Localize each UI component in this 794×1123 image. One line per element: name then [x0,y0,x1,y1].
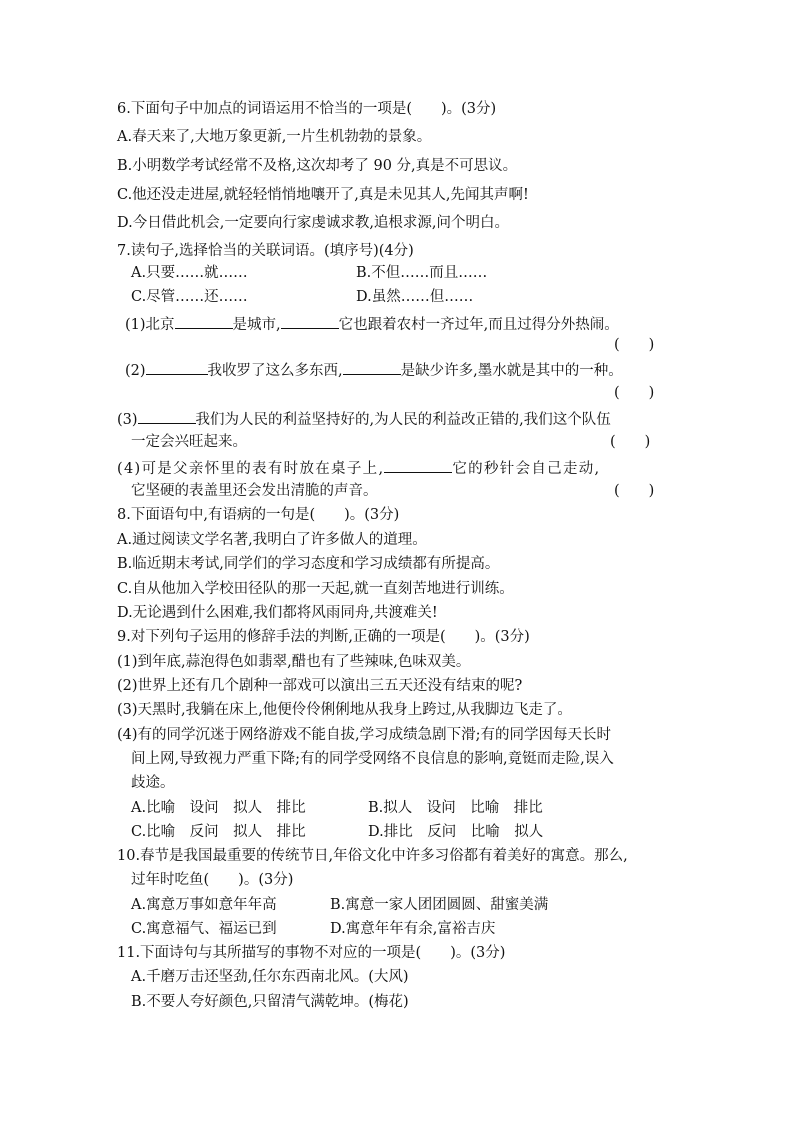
q10-stem: 10.春节是我国最重要的传统节日,年俗文化中许多习俗都有着美好的寓意。那么, [117,848,628,864]
q6-option-d: D.今日借此机会,一定要向行家虔诚求教,追根求源,问个明白。 [117,215,510,231]
q7-sentence-1: (1)北京 是城市, 它也跟着农村一齐过年,而且过得分外热闹。 [125,313,619,335]
q10-option-b: B.寓意一家人团团圆圆、甜蜜美满 [330,897,549,913]
answer-paren[interactable]: ( ) [614,337,655,353]
q10-option-c: C.寓意福气、福运已到 [131,921,277,937]
blank-line[interactable] [343,359,401,375]
q7-sentence-3-cont: 一定会兴旺起来。 [131,434,247,450]
blank-line[interactable] [384,457,452,473]
q9-stem: 9.对下列句子运用的修辞手法的判断,正确的一项是( )。(3分) [117,629,530,645]
q7-option-a: A.只要……就…… [131,265,248,281]
blank-line[interactable] [281,313,339,329]
q9-sentence-2: (2)世界上还有几个剧种一部戏可以演出三五天还没有结束的呢? [117,678,523,694]
q8-option-d: D.无论遇到什么困难,我们都将风雨同舟,共渡难关! [117,605,438,621]
q10-option-d: D.寓意年年有余,富裕吉庆 [330,921,496,937]
q11-option-a: A.千磨万击还坚劲,任尔东西南北风。(大风) [131,969,409,985]
q7-stem: 7.读句子,选择恰当的关联词语。(填序号)(4分) [117,243,414,259]
q9-sentence-4-end: 歧途。 [131,775,175,791]
q11-option-b: B.不要人夸好颜色,只留清气满乾坤。(梅花) [131,994,409,1010]
q7-option-c: C.尽管……还…… [131,289,248,305]
q9-option-a: A.比喻 设问 拟人 排比 [131,800,306,816]
q9-option-b: B.拟人 设问 比喻 排比 [368,800,543,816]
q6-option-c: C.他还没走进屋,就轻轻悄悄地嚷开了,真是未见其人,先闻其声啊! [117,187,529,203]
q8-option-c: C.自从他加入学校田径队的那一天起,就一直刻苦地进行训练。 [117,581,514,597]
q9-sentence-3: (3)天黑时,我躺在床上,他便伶伶俐俐地从我身上跨过,从我脚边飞走了。 [117,702,572,718]
q11-stem: 11.下面诗句与其所描写的事物不对应的一项是( )。(3分) [117,945,506,961]
q8-stem: 8.下面语句中,有语病的一句是( )。(3分) [117,507,400,523]
q9-sentence-4: (4)有的同学沉迷于网络游戏不能自拔,学习成绩急剧下滑;有的同学因每天长时 [117,727,612,743]
answer-paren[interactable]: ( ) [614,483,655,499]
q7-sentence-3: (3) 我们为人民的利益坚持好的,为人民的利益改正错的,我们这个队伍 [117,408,611,430]
q7-option-d: D.虽然……但…… [356,289,474,305]
q6-stem: 6.下面句子中加点的词语运用不恰当的一项是( )。(3分) [117,101,497,117]
q6-option-a: A.春天来了,大地万象更新,一片生机勃勃的景象。 [117,129,432,145]
q7-sentence-2: (2) 我收罗了这么多东西, 是缺少许多,墨水就是其中的一种。 [125,359,623,381]
blank-line[interactable] [138,408,196,424]
q10-option-a: A.寓意万事如意年年高 [131,897,277,913]
q6-option-b: B.小明数学考试经常不及格,这次却考了 90 分,真是不可思议。 [117,158,518,174]
q10-stem-cont: 过年时吃鱼( )。(3分) [131,872,294,888]
q8-option-a: A.通过阅读文学名著,我明白了许多做人的道理。 [117,532,427,548]
blank-line[interactable] [146,359,208,375]
q9-sentence-4-cont: 间上网,导致视力严重下降;有的同学受网络不良信息的影响,竟铤而走险,误入 [131,751,614,767]
answer-paren[interactable]: ( ) [614,385,655,401]
q9-option-c: C.比喻 反问 拟人 排比 [131,824,306,840]
q7-sentence-4: (4)可是父亲怀里的表有时放在桌子上, 它的秒针会自己走动, [117,457,600,479]
q7-sentence-4-cont: 它坚硬的表盖里还会发出清脆的声音。 [131,483,378,499]
q8-option-b: B.临近期末考试,同学们的学习态度和学习成绩都有所提高。 [117,556,500,572]
q9-sentence-1: (1)到年底,蒜泡得色如翡翠,醋也有了些辣味,色味双美。 [117,654,471,670]
blank-line[interactable] [175,313,233,329]
q9-option-d: D.排比 反问 比喻 拟人 [368,824,544,840]
answer-paren[interactable]: ( ) [610,434,651,450]
q7-option-b: B.不但……而且…… [356,265,488,281]
